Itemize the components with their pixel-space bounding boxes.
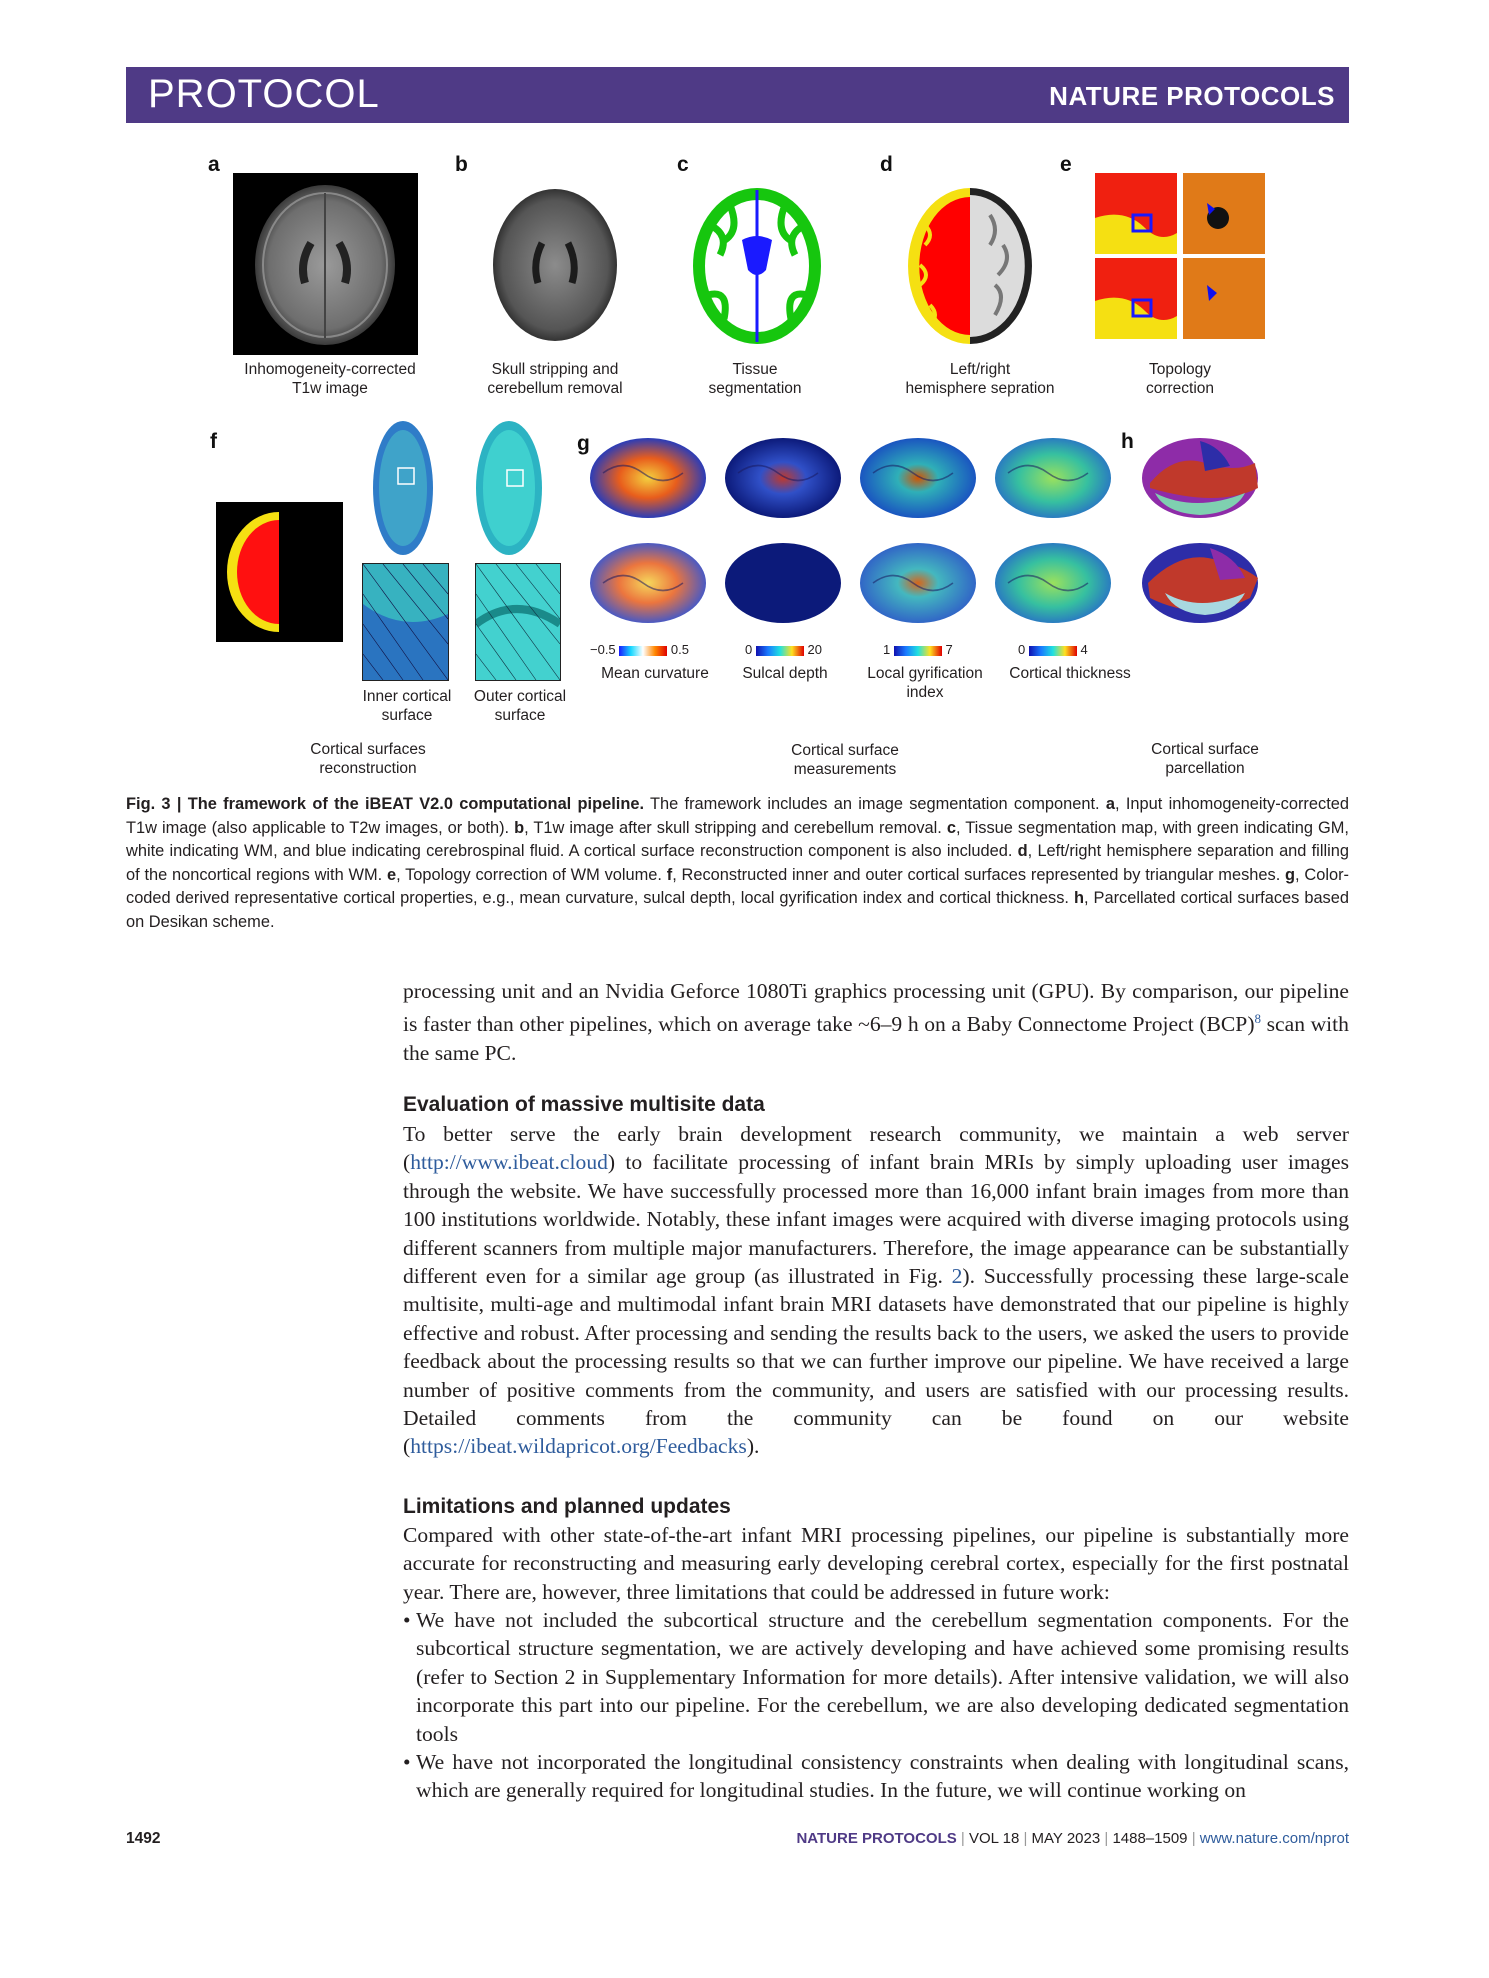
journal-url-link[interactable]: www.nature.com/nprot (1199, 1830, 1349, 1847)
caption-mean-curvature: Mean curvature (601, 665, 709, 682)
evaluation-paragraph: To better serve the early brain development research community, we maintain a web server (http://www.ibeat.cloud) to facilitate processing of infant brain MRIs by simply uploading user images through the website. We have successfully processed more than 16,000 infant brain images from more than 100 institutions worldwide. Notably, these infant images were acquired with diverse imaging protocols using different scanners from multiple major manufacturers. Therefore, the image appearance can be substantially different even for a similar age group (as illustrated in Fig. 2). Successfully processing these large-scale multisite, multi-age and multimodal infant brain MRI datasets have demonstrated that our pipeline is highly effective and robust. After processing and sending the results back to the users, we asked the users to provide feedback about the processing results so that we can further improve our pipeline. We have received a large number of positive comments from the community, and users are satisfied with our processing results. Detailed comments from the community can be found on our website (https://ibeat.wildapricot.org/Feedbacks). (403, 1122, 1349, 1459)
section-label: PROTOCOL (148, 72, 380, 116)
panel-label-g: g (577, 432, 590, 455)
scale-max: 4 (1080, 642, 1088, 657)
scale-min: −0.5 (590, 642, 616, 657)
footer-citation: NATURE PROTOCOLS | VOL 18 | MAY 2023 | 1488–1509 | www.nature.com/nprot (796, 1830, 1349, 1847)
parcellation-brains (1140, 433, 1265, 633)
scale-mean-curvature (590, 642, 689, 657)
figure-caption: Fig. 3 | The framework of the iBEAT V2.0 computational pipeline. The framework includes an image segmentation component. a, Input inhomogeneity-corrected T1w image (also applicable to T2w images, or both). b, T1w image after skull stripping and cerebellum removal. c, Tissue segmentation map, with green indicating GM, white indicating WM, and blue indicating cerebrospinal fluid. A cortical surface reconstruction component is also included. d, Left/right hemisphere separation and filling of the noncortical regions with WM. e, Topology correction of WM volume. f, Reconstructed inner and outer cortical surfaces represented by triangular meshes. g, Color-coded derived representative cortical properties, e.g., mean curvature, sulcal depth, local gyrification index and cortical thickness. h, Parcellated cortical surfaces based on Desikan scheme. (126, 795, 1349, 931)
panel-label-f: f (210, 430, 217, 453)
scale-gyrification (883, 642, 953, 657)
hemisphere-slice (216, 502, 343, 642)
caption-f-group: Cortical surfaces reconstruction (310, 741, 426, 777)
scale-thickness (1018, 642, 1088, 657)
colorbar (1029, 646, 1077, 656)
footer-journal: NATURE PROTOCOLS (796, 1830, 957, 1847)
scale-min: 1 (883, 642, 891, 657)
colorbar (619, 646, 667, 656)
hemisphere-separation-map (905, 185, 1035, 347)
inner-surface-render (372, 420, 434, 556)
outer-mesh-zoom (475, 563, 561, 681)
ibeat-cloud-link[interactable]: http://www.ibeat.cloud (410, 1150, 608, 1175)
panel-label-c: c (677, 153, 689, 176)
section-heading-limitations: Limitations and planned updates (403, 1495, 731, 1518)
intro-paragraph: processing unit and an Nvidia Geforce 1080Ti graphics processing unit (GPU). By comparison, our pipeline is faster than other pipelines, which on average take ~6–9 h on a Baby Connectome Project (BCP)$^8$ scan with the same PC. (403, 979, 1349, 1065)
scale-min: 0 (1018, 642, 1026, 657)
figure-caption-label: Fig. 3 | The framework of the iBEAT V2.0 computational pipeline. (126, 795, 645, 813)
feedbacks-link[interactable]: https://ibeat.wildapricot.org/Feedbacks (410, 1434, 747, 1459)
panel-label-h: h (1121, 430, 1134, 453)
mri-t1w-image (233, 173, 418, 355)
caption-thickness: Cortical thickness (1009, 665, 1131, 682)
tissue-segmentation-map (690, 185, 825, 347)
caption-a: Inhomogeneity-corrected T1w image (244, 361, 416, 397)
scale-sulcal-depth (745, 642, 822, 657)
page-header (126, 67, 1349, 123)
inner-mesh-zoom (362, 563, 449, 681)
panel-label-e: e (1060, 153, 1072, 176)
skull-stripped-image (480, 183, 630, 348)
panel-label-b: b (455, 153, 468, 176)
scale-max: 20 (807, 642, 822, 657)
caption-c: Tissue segmentation (708, 361, 802, 397)
bullet-item-1: • We have not included the subcortical structure and the cerebellum segmentation components. For the subcortical structure segmentation, we are actively developing and have achieved some promising results (refer to Section 2 in Supplementary Information for more details). After intensive validation, we will also incorporate this part into our pipeline. For the cerebellum, we are also developing dedicated segmentation tools (403, 1608, 1349, 1746)
caption-outer-surface: Outer cortical surface (473, 688, 567, 724)
bullet-icon: • (403, 1750, 411, 1774)
caption-e: Topology correction (1145, 361, 1215, 397)
page-number: 1492 (126, 1830, 161, 1847)
caption-d: Left/right hemisphere sepration (905, 361, 1055, 397)
limitations-paragraph: Compared with other state-of-the-art infant MRI processing pipelines, our pipeline is substantially more accurate for reconstructing and measuring early developing cerebral cortex, especially for the first postnatal year. There are, however, three limitations that could be addressed in future work: (403, 1523, 1349, 1604)
journal-name: NATURE PROTOCOLS (1049, 81, 1335, 111)
scale-max: 0.5 (670, 642, 689, 657)
caption-gyrification: Local gyrification index (867, 665, 983, 701)
outer-surface-render (475, 420, 543, 556)
measurement-brains (588, 433, 1118, 633)
caption-inner-surface: Inner cortical surface (362, 688, 452, 724)
caption-h-group: Cortical surface parcellation (1151, 741, 1259, 777)
bullet-item-2: • We have not incorporated the longitudinal consistency constraints when dealing with longitudinal scans, which are generally required for longitudinal studies. In the future, we will continue working on (403, 1750, 1349, 1803)
bullet-icon: • (403, 1608, 411, 1632)
reference-link[interactable]: 8 (1254, 1011, 1262, 1027)
figure-2-link[interactable]: 2 (951, 1264, 963, 1289)
topology-correction-grid (1095, 173, 1265, 339)
colorbar (894, 646, 942, 656)
scale-min: 0 (745, 642, 753, 657)
panel-label-a: a (208, 153, 220, 176)
caption-sulcal-depth: Sulcal depth (742, 665, 828, 682)
caption-b: Skull stripping and cerebellum removal (487, 361, 623, 397)
section-heading-evaluation: Evaluation of massive multisite data (403, 1093, 765, 1116)
scale-max: 7 (945, 642, 953, 657)
colorbar (756, 646, 804, 656)
caption-g-group: Cortical surface measurements (791, 742, 899, 778)
panel-label-d: d (880, 153, 893, 176)
